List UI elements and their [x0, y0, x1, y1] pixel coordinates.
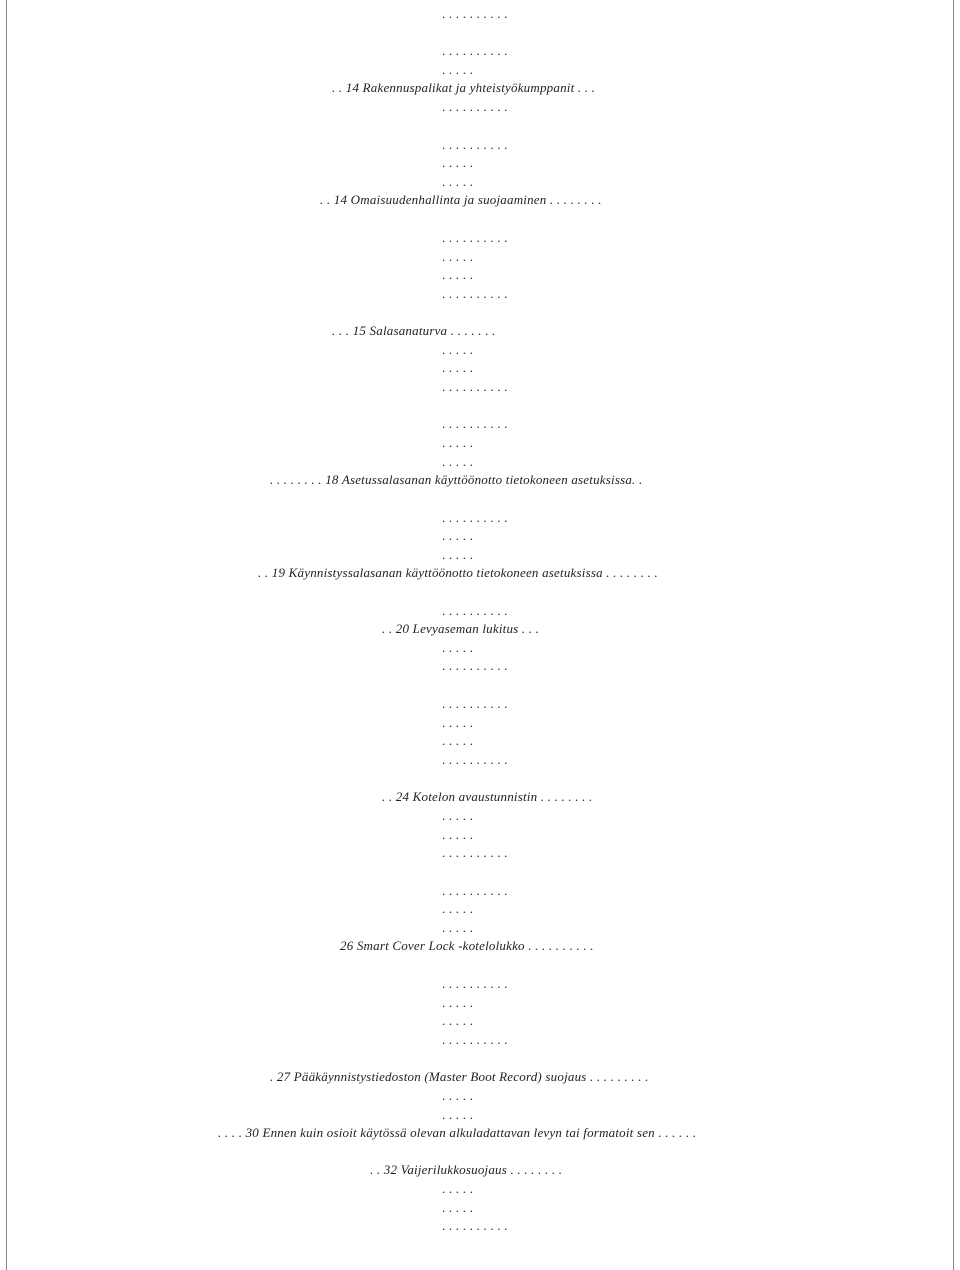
leader-dots: . . . . . . . . . .	[442, 696, 508, 711]
leader-dots: . . . . .	[442, 1088, 474, 1103]
leader-dots: . . . . .	[442, 267, 474, 282]
toc-entry-rakennuspalikat: . . 14 Rakennuspalikat ja yhteistyökumppanit . . .	[332, 80, 596, 95]
toc-entry-master-boot-record: . 27 Pääkäynnistystiedoston (Master Boot Record) suojaus . . . . . . . . .	[270, 1069, 649, 1084]
toc-entry-smart-cover-lock: 26 Smart Cover Lock -kotelolukko . . . . . . . . . .	[340, 938, 594, 953]
toc-entry-omaisuudenhallinta: . . 14 Omaisuudenhallinta ja suojaaminen . . . . . . . .	[320, 192, 602, 207]
leader-dots: . . . . . . . . . .	[442, 752, 508, 767]
leader-dots: . . . . . . . . . .	[442, 845, 508, 860]
leader-dots: . . . . .	[442, 62, 474, 77]
leader-dots: . . . . .	[442, 733, 474, 748]
leader-dots: . . . . . . . . . .	[442, 286, 508, 301]
leader-dots: . . . . .	[442, 1107, 474, 1122]
toc-entry-levyaseman-lukitus: . . 20 Levyaseman lukitus . . .	[382, 621, 540, 636]
leader-dots: . . . . . . . . . .	[442, 416, 508, 431]
leader-dots: . . . . .	[442, 435, 474, 450]
leader-dots: . . . . . . . . . .	[442, 379, 508, 394]
leader-dots: . . . . .	[442, 1013, 474, 1028]
leader-dots: . . . . .	[442, 1200, 474, 1215]
leader-dots: . . . . .	[442, 920, 474, 935]
leader-dots: . . . . .	[442, 715, 474, 730]
leader-dots: . . . . .	[442, 827, 474, 842]
leader-dots: . . . . .	[442, 360, 474, 375]
toc-entry-ennen-kuin-osioit: . . . . 30 Ennen kuin osioit käytössä olevan alkuladattavan levyn tai formatoit sen . . . . . .	[218, 1125, 697, 1140]
leader-dots: . . . . . . . . . .	[442, 603, 508, 618]
leader-dots: . . . . .	[442, 528, 474, 543]
leader-dots: . . . . . . . . . .	[442, 137, 508, 152]
leader-dots: . . . . . . . . . .	[442, 99, 508, 114]
leader-dots: . . . . .	[442, 901, 474, 916]
toc-entry-asetussalasana: . . . . . . . . 18 Asetussalasanan käyttöönotto tietokoneen asetuksissa. .	[270, 472, 643, 487]
leader-dots: . . . . .	[442, 1181, 474, 1196]
toc-entry-kaynnistyssalasana: . . 19 Käynnistyssalasanan käyttöönotto tietokoneen asetuksissa . . . . . . . .	[258, 565, 658, 580]
leader-dots: . . . . .	[442, 995, 474, 1010]
leader-dots: . . . . .	[442, 174, 474, 189]
leader-dots: . . . . . . . . . .	[442, 883, 508, 898]
leader-dots: . . . . .	[442, 640, 474, 655]
leader-dots: . . . . . . . . . .	[442, 976, 508, 991]
leader-dots: . . . . .	[442, 249, 474, 264]
leader-dots: . . . . . . . . . .	[442, 510, 508, 525]
leader-dots: . . . . . . . . . .	[442, 1032, 508, 1047]
leader-dots: . . . . .	[442, 342, 474, 357]
toc-entry-salasanaturva: . . . 15 Salasanaturva . . . . . . .	[332, 323, 496, 338]
leader-dots: . . . . .	[442, 547, 474, 562]
leader-dots: . . . . .	[442, 808, 474, 823]
toc-entry-kotelon-avaustunnistin: . . 24 Kotelon avaustunnistin . . . . . . . .	[382, 789, 593, 804]
leader-dots: . . . . .	[442, 155, 474, 170]
leader-dots: . . . . . . . . . .	[442, 43, 508, 58]
leader-dots: . . . . .	[442, 454, 474, 469]
toc-entry-vaijerilukkosuojaus: . . 32 Vaijerilukkosuojaus . . . . . . . .	[370, 1162, 563, 1177]
leader-dots: . . . . . . . . . .	[442, 230, 508, 245]
leader-dots: . . . . . . . . . .	[442, 658, 508, 673]
leader-dots: . . . . . . . . . .	[442, 6, 508, 21]
leader-dots: . . . . . . . . . .	[442, 1218, 508, 1233]
